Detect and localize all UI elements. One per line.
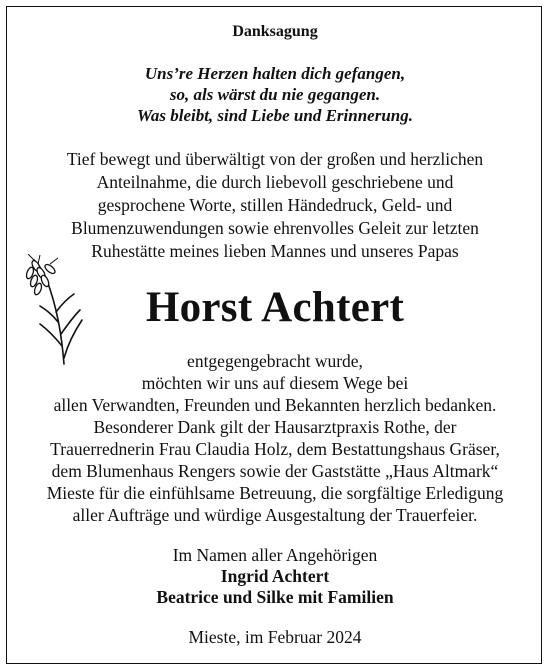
thanks-line: allen Verwandten, Freunden und Bekannten herzlich bedanken. — [53, 395, 497, 415]
signer-family: Beatrice und Silke mit Familien — [156, 587, 394, 607]
intro-line: Ruhestätte meines lieben Mannes und unseres Papas — [91, 241, 459, 261]
poem-line: so, als wärst du nie gegangen. — [169, 85, 381, 104]
thanks-line: Trauerrednerin Frau Claudia Holz, dem Bestattungshaus Gräser, — [50, 439, 500, 459]
intro-line: Blumenzuwendungen sowie ehrenvolles Geleit zur letzten — [71, 218, 479, 238]
signer-name: Ingrid Achtert — [220, 566, 330, 586]
thanks-line: dem Blumenhaus Rengers sowie der Gaststätte „Haus Altmark“ — [51, 461, 499, 481]
poem-line: Was bleibt, sind Liebe und Erinnerung. — [137, 106, 413, 125]
deceased-name: Horst Achtert — [145, 284, 405, 331]
thanks-line: Besonderer Dank gilt der Hausarztpraxis Rothe, der — [93, 417, 457, 437]
thanks-line: entgegengebracht wurde, — [187, 351, 363, 371]
poem-line: Uns’re Herzen halten dich gefangen, — [144, 64, 406, 83]
thanks-line: Mieste für die einfühlsame Betreuung, die sorgfältige Erledigung — [46, 483, 504, 503]
place-date: Mieste, im Februar 2024 — [188, 627, 362, 647]
signature-intro: Im Namen aller Angehörigen — [172, 545, 378, 565]
intro-line: Tief bewegt und überwältigt von der großen und herzlichen — [66, 149, 484, 169]
intro-line: gesprochene Worte, stillen Händedruck, Geld- und — [97, 195, 453, 215]
notice-heading: Danksagung — [232, 23, 318, 40]
thanks-line: möchten wir uns auf diesem Wege bei — [141, 373, 409, 393]
thanks-line: aller Aufträge und würdige Ausgestaltung der Trauerfeier. — [72, 505, 478, 525]
intro-line: Anteilnahme, die durch liebevoll geschriebene und — [96, 172, 454, 192]
